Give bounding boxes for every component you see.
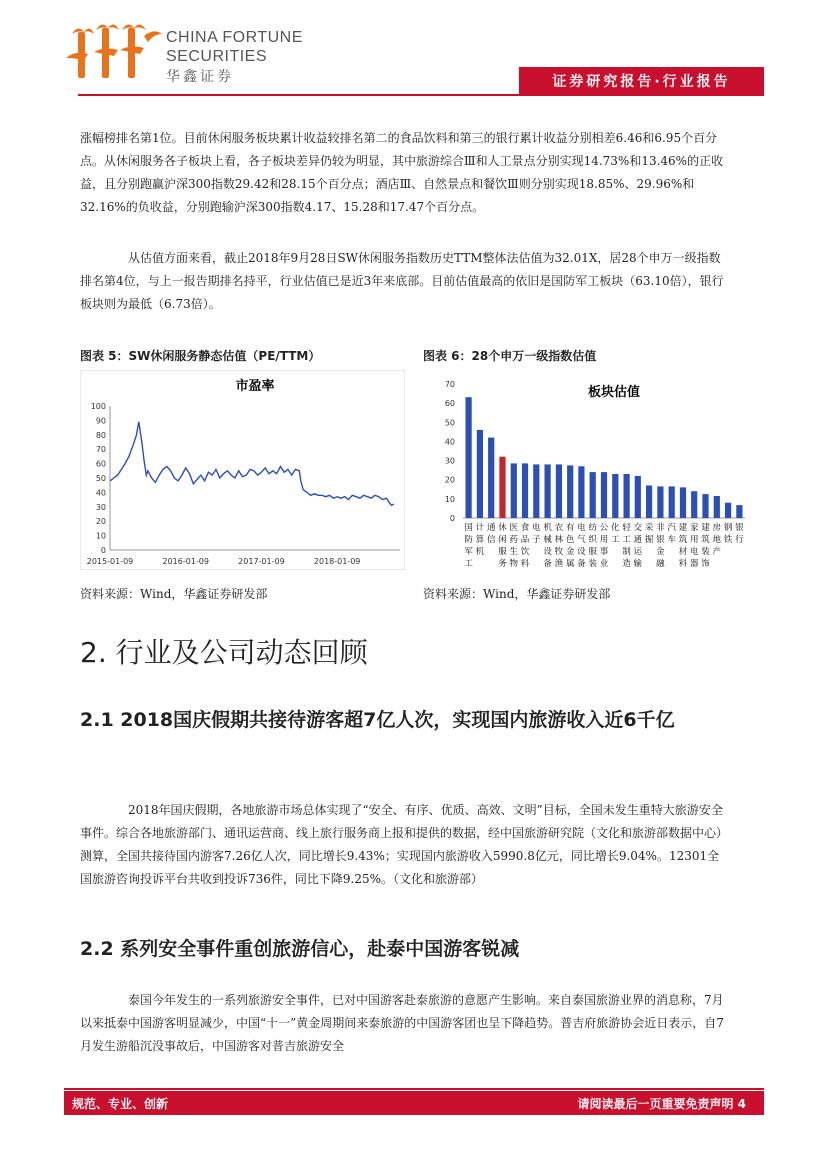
bar — [545, 464, 551, 518]
bar — [477, 430, 483, 518]
chart-title: 市盈率 — [235, 379, 275, 394]
bar — [466, 397, 472, 518]
y-tick-label: 80 — [95, 430, 106, 440]
y-tick-label: 40 — [95, 488, 106, 498]
y-tick-label: 40 — [444, 437, 455, 447]
x-tick-label: 计算机 — [475, 523, 485, 557]
x-tick-label: 休闲服务 — [498, 523, 507, 569]
y-tick-label: 20 — [95, 517, 106, 527]
bar — [714, 496, 720, 518]
bar — [725, 503, 731, 518]
x-tick-label: 2016-01-09 — [162, 557, 209, 566]
y-tick-label: 90 — [95, 416, 106, 426]
x-tick-label: 建筑材料 — [678, 523, 688, 569]
x-tick-label: 2017-01-09 — [238, 557, 285, 566]
x-tick-label: 机械设备 — [543, 523, 552, 569]
subsection-heading-2-1: 2.1 2018国庆假期共接待游客超7亿人次，实现国内旅游收入近6千亿 — [80, 709, 675, 731]
y-tick-label: 60 — [444, 399, 455, 409]
y-tick-label: 0 — [100, 546, 106, 555]
report-type-banner — [519, 67, 764, 94]
bar — [533, 464, 539, 518]
x-tick-label: 非银金融 — [656, 523, 665, 569]
bar — [691, 491, 697, 518]
x-tick-label: 纺织服装 — [588, 523, 597, 569]
y-tick-label: 20 — [444, 475, 455, 485]
bar — [601, 472, 607, 518]
x-tick-label: 采掘 — [644, 523, 654, 545]
brand-english — [166, 28, 303, 66]
y-tick-label: 100 — [90, 402, 106, 411]
header-divider — [78, 94, 764, 96]
x-tick-label: 农林牧渔 — [554, 523, 564, 569]
pe-line-chart-svg — [80, 370, 405, 570]
x-tick-label: 银行 — [735, 523, 744, 545]
bar — [556, 464, 562, 518]
x-tick-label: 电子 — [532, 523, 541, 545]
x-tick-label: 有色金属 — [565, 523, 575, 569]
y-tick-label: 70 — [444, 380, 455, 389]
bar — [567, 465, 573, 518]
x-tick-label: 化工 — [611, 523, 620, 545]
x-tick-label: 轻工制造 — [622, 523, 631, 569]
bar — [624, 474, 630, 518]
y-tick-label: 70 — [95, 445, 106, 455]
brand-english-line2: SECURITIES — [166, 48, 268, 65]
figure-6-caption: 图表 6：28个申万一级指数估值 — [423, 349, 597, 363]
bar — [499, 457, 505, 518]
x-tick-label: 食品饮料 — [520, 523, 530, 569]
x-tick-label: 国防军工 — [464, 523, 473, 569]
footer-divider — [64, 1088, 764, 1090]
bar — [669, 486, 675, 518]
figure-5-source: 资料来源：Wind，华鑫证券研发部 — [80, 587, 268, 601]
body-paragraph-4: 泰国今年发生的一系列旅游安全事件，已对中国游客赴泰旅游的意愿产生影响。来自泰国旅游业界的消息称，7月以来抵泰中国游客明显减少，中国“十一”黄金周期间来泰旅游的中国游客团也呈下降趋势。普吉府旅游协会近日表示，自7月发生游船沉没事故后，中国游客对普吉旅游安全 — [80, 993, 724, 1053]
chart-frame — [80, 370, 405, 570]
bar — [635, 476, 641, 518]
body-paragraph-2: 从估值方面来看，截止2018年9月28日SW休闲服务指数历史TTM整体法估值为32.01X，居28个申万一级指数排名第4位，与上一报告期排名持平，行业估值已是近3年来底部。目前估值最高的依旧是国防军工板块（63.10倍），银行板块则为最低（6.73倍）。 — [80, 251, 724, 311]
x-tick-label: 钢铁 — [723, 523, 733, 545]
figure-6-source: 资料来源：Wind，华鑫证券研发部 — [423, 587, 611, 601]
x-tick-label: 公用事业 — [599, 523, 609, 569]
bar — [646, 486, 652, 519]
report-type-label: 证券研究报告·行业报告 — [552, 74, 731, 90]
x-tick-label: 电气设备 — [577, 523, 586, 569]
footer-banner — [64, 1091, 764, 1115]
x-tick-label: 医药生物 — [509, 523, 519, 569]
bar — [578, 466, 584, 518]
y-tick-label: 10 — [95, 531, 106, 541]
chart-title: 板块估值 — [587, 385, 641, 400]
x-tick-label: 房地产 — [712, 523, 722, 557]
brand-chinese: 华鑫证券 — [166, 69, 234, 85]
bar — [702, 494, 708, 518]
y-tick-label: 60 — [95, 459, 106, 469]
body-paragraph-3: 2018年国庆假期，各地旅游市场总体实现了“安全、有序、优质、高效、文明”目标，全国未发生重特大旅游安全事件。综合各地旅游部门、通讯运营商、线上旅行服务商上报和提供的数据，经中国旅游研究院（文化和旅游部数据中心）测算，全国共接待国内游客7.26亿人次，同比增长9.43%；实现国内旅游收入5990.8亿元，同比增长9.04%。12301全国旅游咨询投诉平台共收到投诉736件，同比下降9.25%。（文化和旅游部） — [80, 803, 729, 886]
bar — [488, 438, 494, 518]
bar — [511, 463, 517, 518]
sector-valuation-bar-chart-svg — [423, 370, 753, 580]
figure-5-caption: 图表 5：SW休闲服务静态估值（PE/TTM） — [80, 349, 321, 363]
y-tick-label: 0 — [449, 514, 455, 523]
company-logo-icon — [64, 20, 164, 82]
bar — [590, 472, 596, 518]
bar — [657, 486, 663, 518]
y-tick-label: 10 — [444, 494, 455, 504]
y-tick-label: 50 — [95, 474, 106, 483]
pe-line-chart — [80, 370, 405, 570]
x-tick-label: 建筑装饰 — [701, 523, 710, 569]
footer-disclaimer-page: 请阅读最后一页重要免责声明 4 — [577, 1097, 746, 1111]
sector-valuation-bar-chart — [423, 370, 753, 580]
bar — [736, 505, 742, 518]
body-paragraph-1: 涨幅榜排名第1位。目前休闲服务板块累计收益较排名第二的食品饮料和第三的银行累计收益分别相差6.46和6.95个百分点。从休闲服务各子板块上看，各子板块差异仍较为明显，其中旅游综合Ⅲ和人工景点分别实现14.73%和13.46%的正收益，且分别跑赢沪深300指数29.42和28.15个百分点；酒店Ⅲ、自然景点和餐饮Ⅲ则分别实现18.85%、29.96%和32.16%的负收益，分别跑输沪深300指数4.17、15.28和17.47个百分点。 — [80, 131, 724, 214]
subsection-heading-2-2: 2.2 系列安全事件重创旅游信心，赴泰中国游客锐减 — [80, 938, 520, 960]
y-tick-label: 50 — [444, 418, 455, 428]
x-tick-label: 2018-01-09 — [313, 557, 361, 566]
x-tick-label: 家用电器 — [689, 523, 699, 569]
bar — [522, 463, 528, 518]
footer-slogan: 规范、专业、创新 — [72, 1097, 169, 1111]
y-tick-label: 30 — [444, 456, 455, 466]
bar — [680, 487, 686, 518]
x-tick-label: 交通运输 — [633, 523, 643, 569]
bar — [612, 474, 618, 518]
section-heading: 2. 行业及公司动态回顾 — [80, 636, 368, 669]
x-tick-label: 通信 — [486, 523, 496, 545]
y-tick-label: 30 — [95, 502, 106, 512]
x-tick-label: 2015-01-09 — [86, 557, 134, 566]
x-tick-label: 汽车 — [667, 523, 676, 545]
brand-english-line1: CHINA FORTUNE — [166, 29, 303, 46]
